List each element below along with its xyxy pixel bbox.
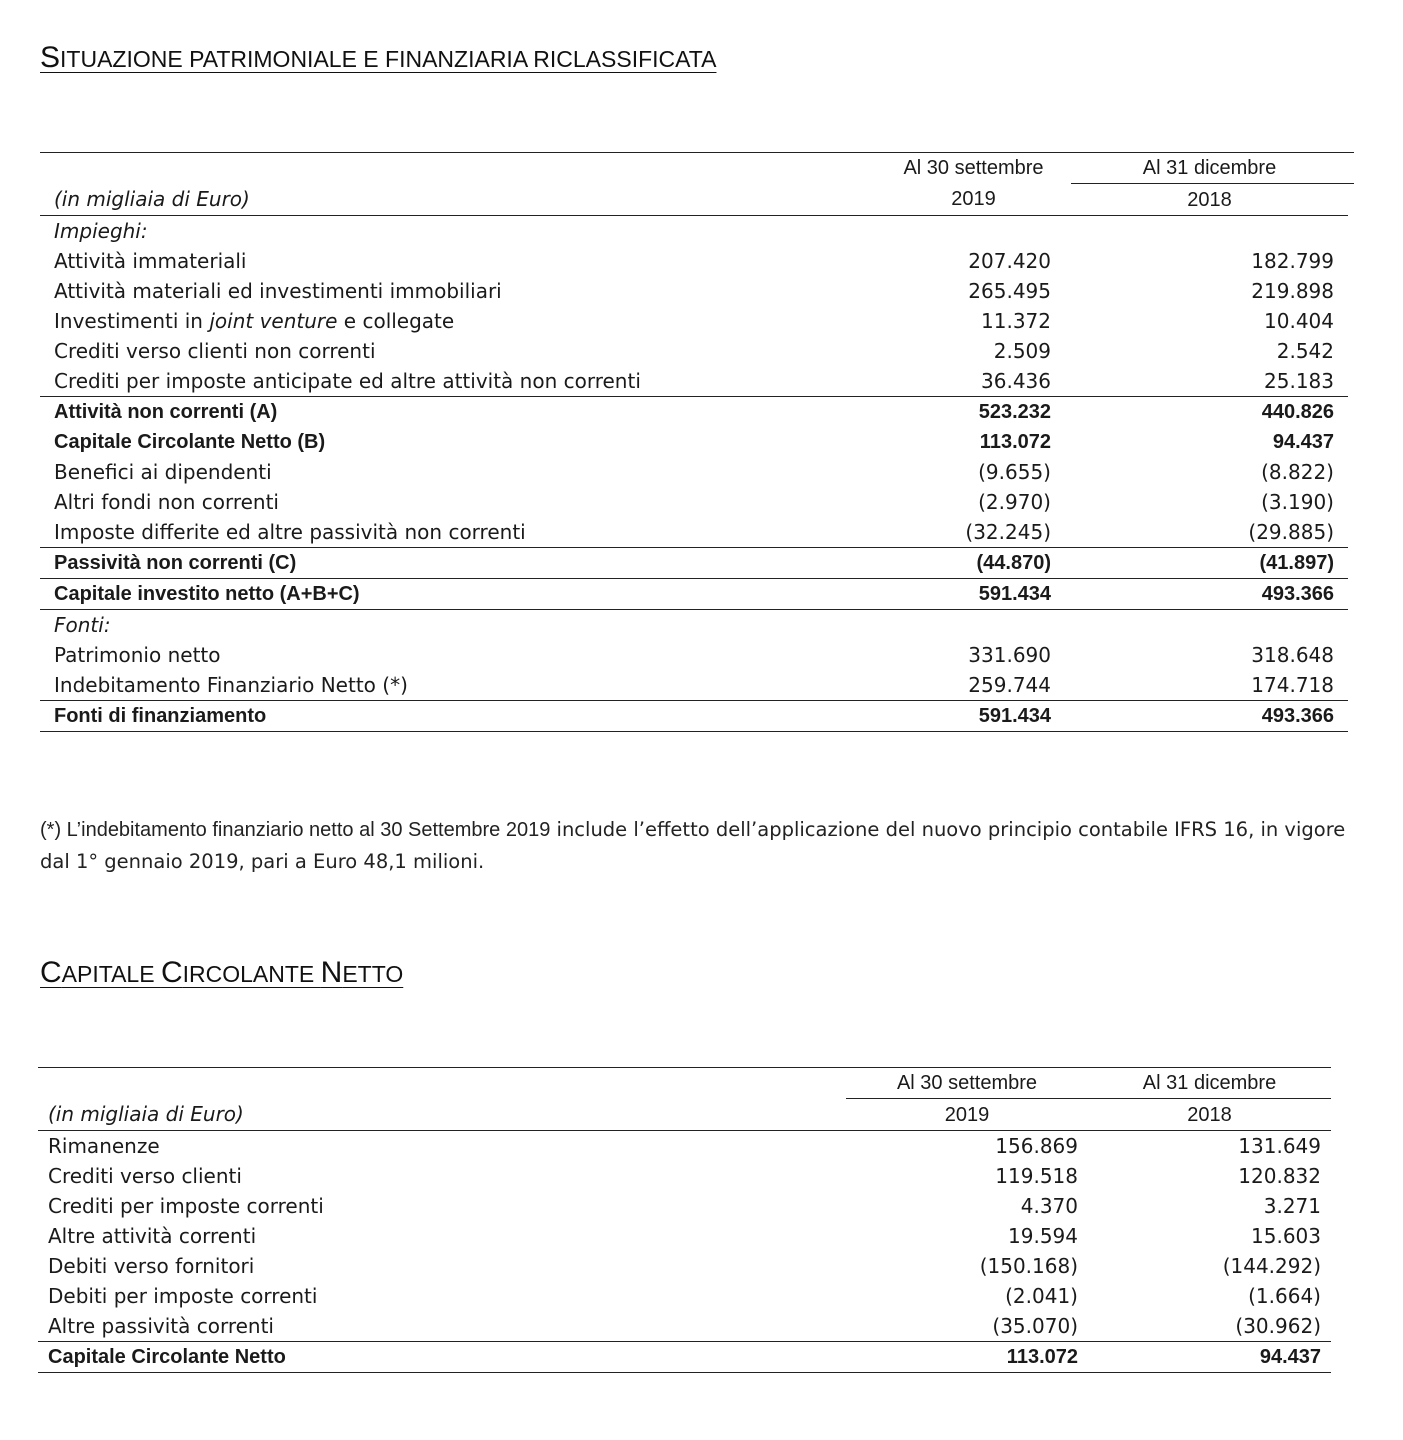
value-2019: 156.869 <box>995 1134 1078 1158</box>
table-row <box>38 1191 1331 1221</box>
value-2018: 25.183 <box>1264 369 1334 393</box>
table-row <box>40 517 1354 548</box>
col-header-2018: Al 31 dicembre <box>1088 1068 1331 1099</box>
value-2019: 265.495 <box>968 279 1051 303</box>
row-label: Crediti per imposte correnti <box>48 1194 324 1218</box>
row-label: Capitale Circolante Netto <box>38 1342 846 1373</box>
header-row-dates <box>40 153 1354 184</box>
unit-label: (in migliaia di Euro) <box>40 184 882 216</box>
value-2018: 174.718 <box>1251 673 1334 697</box>
value-2019: 591.434 <box>882 701 1065 732</box>
row-label: Attività immateriali <box>54 249 247 273</box>
row-label: Patrimonio netto <box>54 643 221 667</box>
row-label: Altre passività correnti <box>48 1314 274 1338</box>
value-2018: (29.885) <box>1248 520 1334 544</box>
value-2019: 331.690 <box>968 643 1051 667</box>
table-row <box>38 1131 1331 1162</box>
total-row-a <box>40 397 1354 428</box>
table-row <box>40 336 1354 366</box>
row-label: Rimanenze <box>48 1134 160 1158</box>
row-label: Crediti verso clienti non correnti <box>54 339 376 363</box>
section-title-capitale-circolante: CAPITALE CIRCOLANTE NETTO <box>40 956 404 989</box>
unit-label: (in migliaia di Euro) <box>38 1099 846 1131</box>
year-2019: 2019 <box>846 1099 1088 1131</box>
header-row-years <box>40 184 1354 216</box>
total-row-b <box>40 427 1354 457</box>
group-impieghi: Impieghi: <box>54 219 148 243</box>
table-row <box>38 1311 1331 1342</box>
section-title-situazione <box>40 38 716 75</box>
row-label: Capitale Circolante Netto (B) <box>54 431 326 453</box>
value-2018: 440.826 <box>1071 397 1348 428</box>
value-2018: 493.366 <box>1071 579 1348 610</box>
table-row <box>40 487 1354 517</box>
row-label: Benefici ai dipendenti <box>54 460 272 484</box>
value-2018: 120.832 <box>1238 1164 1321 1188</box>
value-2019: 119.518 <box>995 1164 1078 1188</box>
table-row <box>38 1161 1331 1191</box>
row-label: Altri fondi non correnti <box>54 490 279 514</box>
total-row-fonti <box>40 701 1354 732</box>
value-2019: 36.436 <box>981 369 1051 393</box>
balance-sheet-table <box>40 152 1354 732</box>
value-2018: (3.190) <box>1261 490 1334 514</box>
year-2018: 2018 <box>1088 1099 1331 1131</box>
value-2019: (2.970) <box>978 490 1051 514</box>
row-label: Altre attività correnti <box>48 1224 257 1248</box>
value-2019: (9.655) <box>978 460 1051 484</box>
value-2019: (2.041) <box>1005 1284 1078 1308</box>
value-2019: 259.744 <box>968 673 1051 697</box>
value-2019: (150.168) <box>979 1254 1078 1278</box>
table-row <box>40 640 1354 670</box>
value-2019: 2.509 <box>993 339 1051 363</box>
value-2019: 19.594 <box>1008 1224 1078 1248</box>
table-row <box>40 457 1354 487</box>
value-2018: 10.404 <box>1264 309 1334 333</box>
col-header-2018: Al 31 dicembre <box>1071 153 1348 184</box>
value-2019: 4.370 <box>1020 1194 1078 1218</box>
table-row <box>38 1251 1331 1281</box>
value-2018: (41.897) <box>1071 548 1348 579</box>
table-row <box>38 1221 1331 1251</box>
table-row <box>40 306 1354 336</box>
total-row-abc <box>40 579 1354 610</box>
row-label: Crediti per imposte anticipate ed altre attività non correnti <box>54 369 641 393</box>
table-row <box>40 670 1354 701</box>
header-row-dates <box>38 1068 1331 1099</box>
row-label: Passività non correnti (C) <box>40 548 882 579</box>
col-header-2019: Al 30 settembre <box>846 1068 1088 1099</box>
table-row <box>40 366 1354 397</box>
value-2018: (1.664) <box>1248 1284 1321 1308</box>
value-2019: (35.070) <box>992 1314 1078 1338</box>
row-label: Crediti verso clienti <box>48 1164 242 1188</box>
value-2018: 94.437 <box>1088 1342 1331 1373</box>
value-2018: (144.292) <box>1222 1254 1321 1278</box>
value-2018: 219.898 <box>1251 279 1334 303</box>
row-label: Attività non correnti (A) <box>40 397 882 428</box>
value-2019: 591.434 <box>882 579 1065 610</box>
footnote: (*) L’indebitamento finanziario netto al 30 Settembre 2019 include l’effetto dell’applicazione del nuovo principio contabile IFRS 16, in vigore dal 1° gennaio 2019, pari a Euro 48,1 milioni. <box>40 818 1346 873</box>
col-header-2019: Al 30 settembre <box>882 153 1065 184</box>
value-2018: (30.962) <box>1235 1314 1321 1338</box>
value-2018: 2.542 <box>1276 339 1334 363</box>
row-label: Imposte differite ed altre passività non correnti <box>54 520 526 544</box>
row-label: Debiti verso fornitori <box>48 1254 255 1278</box>
group-fonti: Fonti: <box>54 613 111 637</box>
value-2019: 113.072 <box>979 431 1051 453</box>
year-2019: 2019 <box>882 184 1065 216</box>
value-2019: (44.870) <box>882 548 1065 579</box>
value-2019: 113.072 <box>846 1342 1088 1373</box>
value-2018: 15.603 <box>1251 1224 1321 1248</box>
value-2019: 523.232 <box>882 397 1065 428</box>
value-2018: (8.822) <box>1261 460 1334 484</box>
value-2018: 131.649 <box>1238 1134 1321 1158</box>
total-row-c <box>40 548 1354 579</box>
title-rest: ITUAZIONE PATRIMONIALE E FINANZIARIA RICLASSIFICATA <box>60 46 717 72</box>
row-label: Investimenti in joint venture e collegate <box>54 309 455 333</box>
table-row <box>40 276 1354 306</box>
group-label-row <box>40 610 1354 641</box>
row-label: Capitale investito netto (A+B+C) <box>40 579 882 610</box>
value-2019: (32.245) <box>965 520 1051 544</box>
group-label-row <box>40 216 1354 247</box>
value-2018: 3.271 <box>1263 1194 1321 1218</box>
value-2018: 182.799 <box>1251 249 1334 273</box>
row-label: Indebitamento Finanziario Netto (*) <box>54 673 408 697</box>
title-initial: S <box>40 41 61 74</box>
row-label: Fonti di finanziamento <box>40 701 882 732</box>
table-row <box>38 1281 1331 1311</box>
header-row-years <box>38 1099 1331 1131</box>
table-row <box>40 246 1354 276</box>
row-label: Debiti per imposte correnti <box>48 1284 318 1308</box>
total-row <box>38 1342 1331 1373</box>
year-2018: 2018 <box>1071 184 1348 216</box>
row-label: Attività materiali ed investimenti immobiliari <box>54 279 502 303</box>
working-capital-table <box>38 1067 1331 1373</box>
value-2018: 493.366 <box>1071 701 1348 732</box>
value-2019: 11.372 <box>981 309 1051 333</box>
value-2019: 207.420 <box>968 249 1051 273</box>
value-2018: 318.648 <box>1251 643 1334 667</box>
value-2018: 94.437 <box>1272 431 1334 453</box>
